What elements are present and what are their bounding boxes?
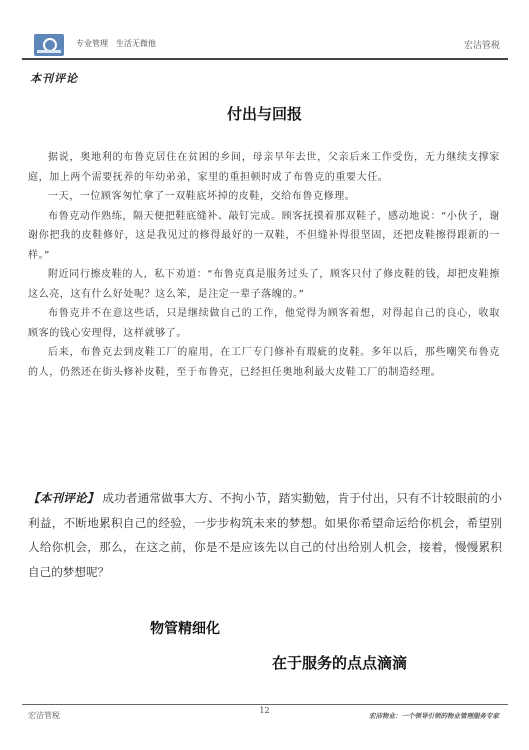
page-number: 12 <box>259 706 270 715</box>
story-paragraph: 布鲁克动作熟练，隔天便把鞋底缝补、敲钉完成。顾客抚摸着那双鞋子，感动地说：“小伙子，谢谢你把我的皮鞋修好，这是我见过的修得最好的一双鞋，不但缝补得很坚固，还把皮鞋擦得跟新的一样。” <box>28 210 500 261</box>
article-body <box>28 148 500 382</box>
comment-tag: 【本刊评论】 <box>28 491 99 505</box>
story-paragraph: 附近同行擦皮鞋的人，私下劝道：“布鲁克真是服务过头了，顾客只付了修皮鞋的钱，却把皮鞋擦这么亮，这有什么好处呢？这么笨，是注定一辈子落魄的。” <box>28 269 500 300</box>
section-tag: 本刊评论 <box>30 72 78 85</box>
article-title: 付出与回报 <box>226 105 302 123</box>
header-divider <box>22 58 508 60</box>
comment-text: 成功者通常做事大方、不拘小节，踏实勤勉，肯于付出，只有不计较眼前的小利益，不断地累积自己的经验，一步步构筑未来的梦想。如果你希望命运给你机会，希望别人给你机会，那么，在这之前，你是不是应该先以自己的付出给别人机会，接着，慢慢累积自己的梦想呢？ <box>28 491 502 579</box>
story-paragraph: 布鲁克并不在意这些话，只是继续做自己的工作，他觉得为顾客着想，对得起自己的良心，收取顾客的钱心安理得，这样就够了。 <box>28 308 500 339</box>
page-header <box>22 30 508 64</box>
story-paragraph: 一天，一位顾客匆忙拿了一双鞋底坏掉的皮鞋，交给布鲁克修理。 <box>48 191 356 202</box>
header-brand: 宏洁管税 <box>463 41 500 51</box>
subheading-secondary: 在于服务的点点滴滴 <box>272 654 408 672</box>
story-paragraph: 后来，布鲁克去到皮鞋工厂的雇用，在工厂专门修补有瑕疵的皮鞋。多年以后，那些嘲笑布鲁克的人，仍然还在街头修补皮鞋，至于布鲁克，已经担任奥地利最大皮鞋工厂的制造经理。 <box>28 347 500 378</box>
subheading-primary: 物管精细化 <box>150 621 220 637</box>
footer-divider <box>22 704 508 705</box>
footer-brand: 宏洁管税 <box>28 711 60 720</box>
story-paragraph: 据说，奥地利的布鲁克居住在贫困的乡间，母亲早年去世，父亲后来工作受伤，无力继续支撑家庭，加上两个需要抚养的年幼弟弟，家里的重担顿时成了布鲁克的重要大任。 <box>28 152 500 183</box>
header-tagline: 专业管理 生活无微他 <box>76 39 156 48</box>
editorial-comment <box>28 486 502 584</box>
company-logo <box>34 34 64 56</box>
footer-slogan: 宏洁物业：一个领导引领的物业管理服务专家 <box>369 712 499 720</box>
